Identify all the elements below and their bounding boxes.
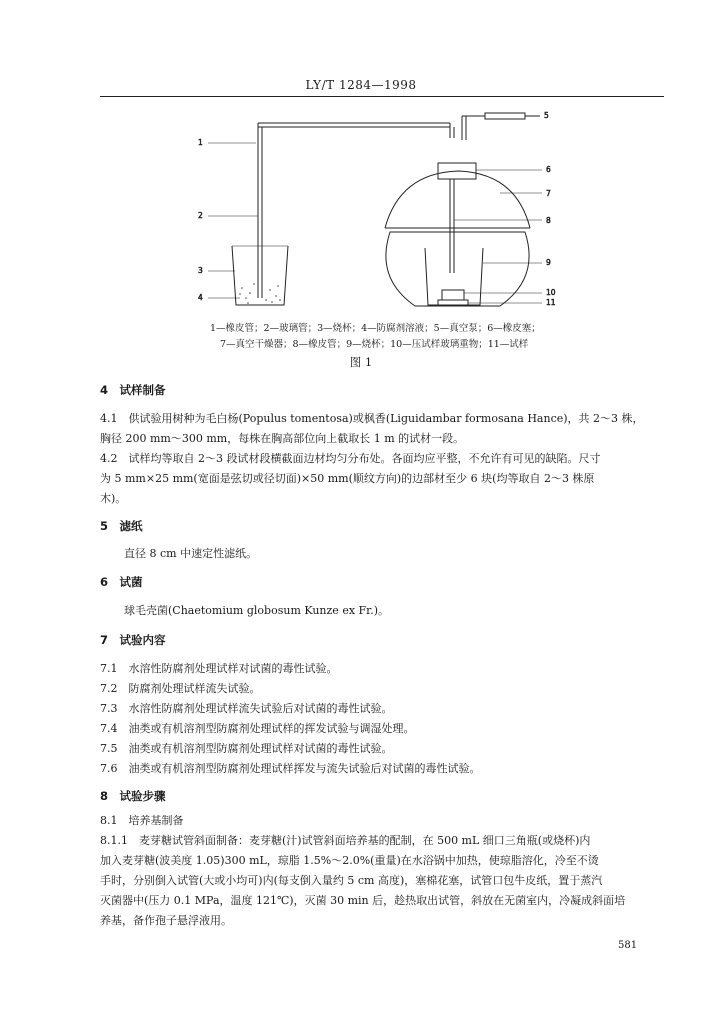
right-apparatus <box>385 113 540 306</box>
page-number: 581 <box>618 940 638 951</box>
page-header: LY/T 1284—1998 <box>305 78 417 92</box>
section-4-1-line-2: 胸径 200 mm～300 mm，每株在胸高部位向上截取长 1 m 的试材一段。 <box>100 432 465 445</box>
label-11: 11 <box>546 298 556 307</box>
section-5-body: 直径 8 cm 中速定性滤纸。 <box>124 547 258 560</box>
section-4-2-line-2: 为 5 mm×25 mm(宽面是弦切或径切面)×50 mm(顺纹方向)的边部材至少 6 块(均等取自 2～3 株原 <box>100 472 595 485</box>
label-3: 3 <box>198 266 203 275</box>
label-1: 1 <box>198 138 203 147</box>
glass-weight <box>442 290 464 300</box>
label-6: 6 <box>546 165 551 174</box>
section-4-2-line-3: 木)。 <box>100 492 127 505</box>
apparatus-figure <box>180 108 600 348</box>
section-8-1-1-line-5: 养基，备作孢子悬浮液用。 <box>100 914 232 927</box>
label-8: 8 <box>546 216 551 225</box>
preservative-solution <box>239 283 281 304</box>
label-2: 2 <box>198 211 203 220</box>
figure-title: 图 1 <box>349 355 373 369</box>
section-7-item: 7.1 水溶性防腐剂处理试样对试菌的毒性试验。 <box>100 662 338 675</box>
rubber-tube-inner <box>450 179 454 273</box>
label-7: 7 <box>546 189 551 198</box>
desiccator-lid <box>385 171 530 228</box>
left-apparatus <box>232 123 450 305</box>
section-8-1-1-line-3: 手时，分别倒入试管(大或小均可)内(每支倒入量约 5 cm 高度)，塞棉花塞，试管口包牛皮纸，置于蒸汽 <box>100 874 603 887</box>
label-5: 5 <box>544 111 549 120</box>
section-8-1-1-line-4: 灭菌器中(压力 0.1 MPa，温度 121℃)，灭菌 30 min 后，趁热取出试管，斜放在无菌室内，冷凝成斜面培 <box>100 894 626 907</box>
desiccator-body <box>386 232 529 306</box>
section-7-item: 7.5 油类或有机溶剂型防腐剂处理试样对试菌的毒性试验。 <box>100 742 393 755</box>
section-8-1-1-line-1: 8.1.1 麦芽糖试管斜面制备：麦芽糖(汁)试管斜面培养基的配制，在 500 mL 细口三角瓶(或烧杯)内 <box>100 834 591 847</box>
section-6-title: 6 试菌 <box>100 575 143 589</box>
section-7-item: 7.6 油类或有机溶剂型防腐剂处理试样挥发与流失试验后对试菌的毒性试验。 <box>100 762 481 775</box>
figure-caption-line-2: 7—真空干燥器；8—橡皮管；9—烧杯；10—压试样玻璃重物；11—试样 <box>220 339 529 350</box>
section-7-item: 7.4 油类或有机溶剂型防腐剂处理试样的挥发试验与调湿处理。 <box>100 722 415 735</box>
section-8-1-1-line-2: 加入麦芽糖(波美度 1.05)300 mL，琼脂 1.5%～2.0%(重量)在水浴锅中加热，使琼脂溶化，冷至不烫 <box>100 854 599 867</box>
vacuum-pump <box>485 113 525 119</box>
section-7-item: 7.3 水溶性防腐剂处理试样流失试验后对试菌的毒性试验。 <box>100 702 393 715</box>
beaker-left <box>232 246 288 305</box>
section-4-title: 4 试样制备 <box>100 383 166 397</box>
header-rule <box>100 96 664 97</box>
label-9: 9 <box>546 258 551 267</box>
figure-caption-line-1: 1—橡皮管；2—玻璃管；3—烧杯；4—防腐剂溶液；5—真空泵；6—橡皮塞； <box>210 323 541 334</box>
glass-tube <box>258 123 262 298</box>
sample <box>438 300 468 305</box>
section-5-title: 5 滤纸 <box>100 519 143 533</box>
label-10: 10 <box>546 288 556 297</box>
section-7-title: 7 试验内容 <box>100 633 166 647</box>
figure-labels <box>198 111 556 307</box>
vacuum-line <box>462 116 485 140</box>
section-6-body: 球毛壳菌(Chaetomium globosum Kunze ex Fr.)。 <box>124 604 389 617</box>
section-8-1-title: 8.1 培养基制备 <box>100 814 184 827</box>
rubber-tube <box>258 123 450 127</box>
section-4-1-line-1: 4.1 供试验用树种为毛白杨(Populus tomentosa)或枫香(Liguidambar formosana Hance)，共 2～3 株， <box>100 412 644 425</box>
section-7-item: 7.2 防腐剂处理试样流失试验。 <box>100 682 261 695</box>
section-4-2-line-1: 4.2 试样均等取自 2～3 段试材段横截面边材均匀分布处。各面均应平整，不允许有可见的缺陷。尺寸 <box>100 452 601 465</box>
label-4: 4 <box>198 293 203 302</box>
section-8-title: 8 试验步骤 <box>100 789 166 803</box>
